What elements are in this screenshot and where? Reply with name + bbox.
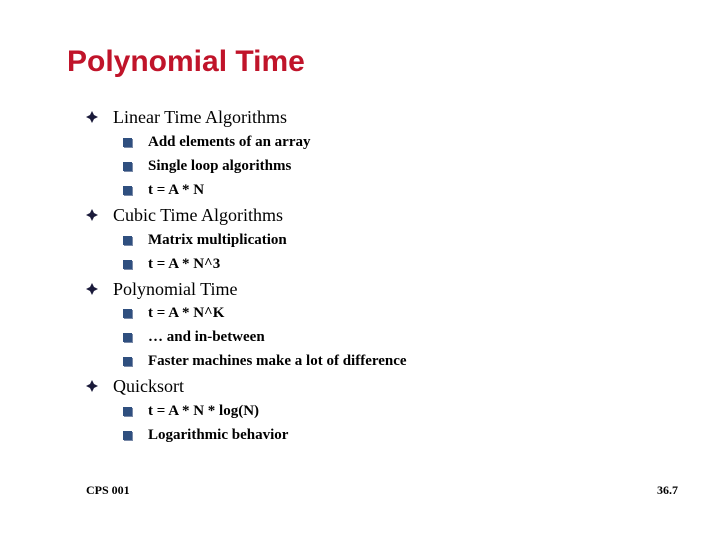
bullet-item (86, 203, 686, 227)
sub-bullet-item (123, 131, 683, 153)
bullet-item (86, 277, 686, 301)
square-bullet-icon (123, 138, 132, 147)
diamond-bullet-icon (86, 209, 98, 221)
sub-bullet-text: t = A * N^3 (148, 255, 221, 272)
sub-bullet-text: t = A * N^K (148, 304, 225, 321)
diamond-bullet-icon (86, 111, 98, 123)
square-bullet-icon (123, 333, 132, 342)
square-bullet-icon (123, 309, 132, 318)
diamond-bullet-icon (86, 283, 98, 295)
sub-bullet-text: t = A * N (148, 181, 205, 198)
sub-bullet-item (123, 229, 683, 251)
square-bullet-icon (123, 407, 132, 416)
sub-bullet-item (123, 253, 683, 275)
sub-bullet-text: … and in-between (148, 328, 265, 345)
sub-bullet-item (123, 179, 683, 201)
footer-course-label: CPS 001 (86, 483, 130, 497)
sub-bullet-item (123, 424, 683, 446)
sub-bullet-item (123, 400, 683, 422)
bullet-text: Polynomial Time (113, 278, 238, 299)
square-bullet-icon (123, 236, 132, 245)
bullet-text: Linear Time Algorithms (113, 106, 288, 127)
square-bullet-icon (123, 431, 132, 440)
sub-bullet-text: Single loop algorithms (148, 157, 292, 174)
square-bullet-icon (123, 162, 132, 171)
sub-bullet-text: Logarithmic behavior (148, 426, 289, 443)
slide-title: Polynomial Time (67, 45, 305, 78)
bullet-text: Cubic Time Algorithms (113, 204, 284, 225)
bullet-item (86, 374, 686, 398)
square-bullet-icon (123, 357, 132, 366)
diamond-bullet-icon (86, 380, 98, 392)
square-bullet-icon (123, 260, 132, 269)
sub-bullet-item (123, 326, 683, 348)
footer-slide-number: 36.7 (657, 483, 678, 497)
sub-bullet-text: Faster machines make a lot of difference (148, 352, 407, 369)
sub-bullet-item (123, 350, 683, 372)
sub-bullet-text: Matrix multiplication (148, 231, 287, 248)
square-bullet-icon (123, 186, 132, 195)
bullet-text: Quicksort (113, 375, 184, 396)
sub-bullet-item (123, 155, 683, 177)
bullet-item (86, 105, 686, 129)
sub-bullet-text: Add elements of an array (148, 133, 311, 150)
sub-bullet-item (123, 302, 683, 324)
sub-bullet-text: t = A * N * log(N) (148, 402, 260, 419)
